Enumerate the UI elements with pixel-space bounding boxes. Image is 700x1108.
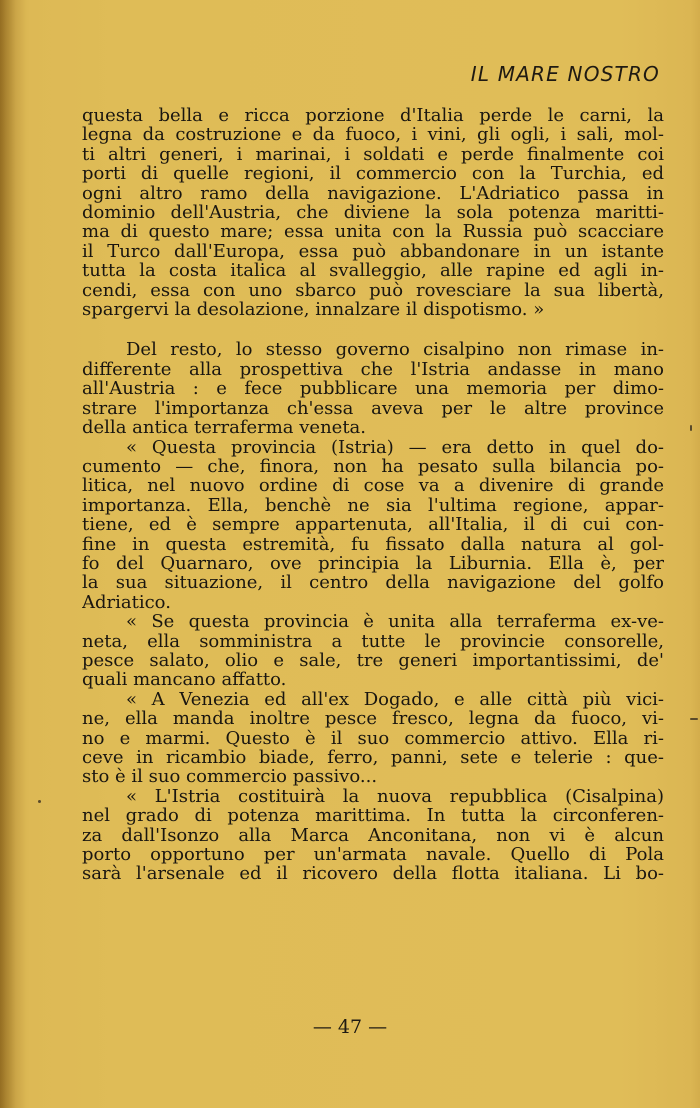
paper-speck xyxy=(38,800,41,803)
text-line: « L'Istria costituirà la nuova repubblica (Cisalpina) xyxy=(126,786,664,807)
text-line: sto è il suo commercio passivo... xyxy=(82,767,378,787)
text-line: sarà l'arsenale ed il ricovero della flotta italiana. Li bo- xyxy=(82,864,664,884)
paragraph xyxy=(82,106,664,319)
paragraph-gap xyxy=(82,319,664,340)
paragraph xyxy=(82,612,664,690)
body-text xyxy=(82,106,664,884)
text-line: strare l'importanza ch'essa aveva per le altre province xyxy=(82,398,664,419)
text-line: ceve in ricambio biade, ferro, panni, sete e telerie : que- xyxy=(82,748,664,768)
text-line: « Se questa provincia è unita alla terraferma ex-ve- xyxy=(126,612,664,632)
text-line: la sua situazione, il centro della navigazione del golfo xyxy=(82,573,664,593)
paragraph xyxy=(82,438,664,613)
text-line: tutta la costa italica al svalleggio, alle rapine ed agli in- xyxy=(82,261,664,281)
text-line: all'Austria : e fece pubblicare una memoria per dimo- xyxy=(82,379,664,399)
text-line: Adriatico. xyxy=(82,592,171,613)
text-line: importanza. Ella, benchè ne sia l'ultima regione, appar- xyxy=(82,495,664,516)
text-line: tiene, ed è sempre appartenuta, all'Italia, il di cui con- xyxy=(82,515,664,535)
spine-shadow xyxy=(0,0,26,1108)
text-line: neta, ella somministra a tutte le provincie consorelle, xyxy=(82,631,664,651)
text-line: ti altri generi, i marinai, i soldati e perde finalmente coi xyxy=(82,144,664,165)
text-line: dominio dell'Austria, che diviene la sola potenza maritti- xyxy=(82,203,664,223)
text-line: spargervi la desolazione, innalzare il dispotismo. » xyxy=(82,300,545,320)
paragraph xyxy=(82,690,664,787)
text-line: litica, nel nuovo ordine di cose va a divenire di grande xyxy=(82,476,664,496)
paragraph xyxy=(82,340,664,437)
text-line: fine in questa estremità, fu fissato dalla natura al gol- xyxy=(82,534,664,554)
text-line: no e marmi. Questo è il suo commercio attivo. Ella ri- xyxy=(82,728,664,748)
text-line: porti di quelle regioni, il commercio con la Turchia, ed xyxy=(82,164,664,184)
text-line: cumento — che, finora, non ha pesato sulla bilancia po- xyxy=(82,456,664,477)
text-line: pesce salato, olio e sale, tre generi importantissimi, de' xyxy=(82,650,664,671)
paragraph xyxy=(82,787,664,884)
text-line: quali mancano affatto. xyxy=(82,670,287,690)
text-line: nel grado di potenza marittima. In tutta la circonferen- xyxy=(82,806,664,826)
paper-speck xyxy=(690,425,692,431)
text-line: il Turco dall'Europa, essa può abbandonare in un istante xyxy=(82,241,664,262)
text-line: ma di questo mare; essa unita con la Russia può scacciare xyxy=(82,222,664,242)
text-line: Del resto, lo stesso governo cisalpino non rimase in- xyxy=(126,340,664,360)
text-line: differente alla prospettiva che l'Istria andasse in mano xyxy=(82,359,664,380)
text-line: za dall'Isonzo alla Marca Anconitana, non vi è alcun xyxy=(82,825,664,846)
text-line: questa bella e ricca porzione d'Italia perde le carni, la xyxy=(82,106,664,126)
text-line: ogni altro ramo della navigazione. L'Adriatico passa in xyxy=(82,183,664,204)
text-line: cendi, essa con uno sbarco può rovesciare la sua libertà, xyxy=(82,280,664,301)
text-line: « Questa provincia (Istria) — era detto in quel do- xyxy=(126,437,664,457)
text-line: ne, ella manda inoltre pesce fresco, legna da fuoco, vi- xyxy=(82,709,664,729)
text-line: « A Venezia ed all'ex Dogado, e alle città più vici- xyxy=(126,689,664,710)
text-line: della antica terraferma veneta. xyxy=(82,418,367,438)
text-line: legna da costruzione e da fuoco, i vini, gli ogli, i sali, mol- xyxy=(82,125,664,145)
running-head: IL MARE NOSTRO xyxy=(470,62,660,86)
text-line: fo del Quarnaro, ove principia la Liburnia. Ella è, per xyxy=(82,553,664,574)
paper-speck xyxy=(690,718,698,720)
text-line: porto opportuno per un'armata navale. Quello di Pola xyxy=(82,845,664,865)
page-number: — 47 — xyxy=(312,1016,388,1038)
